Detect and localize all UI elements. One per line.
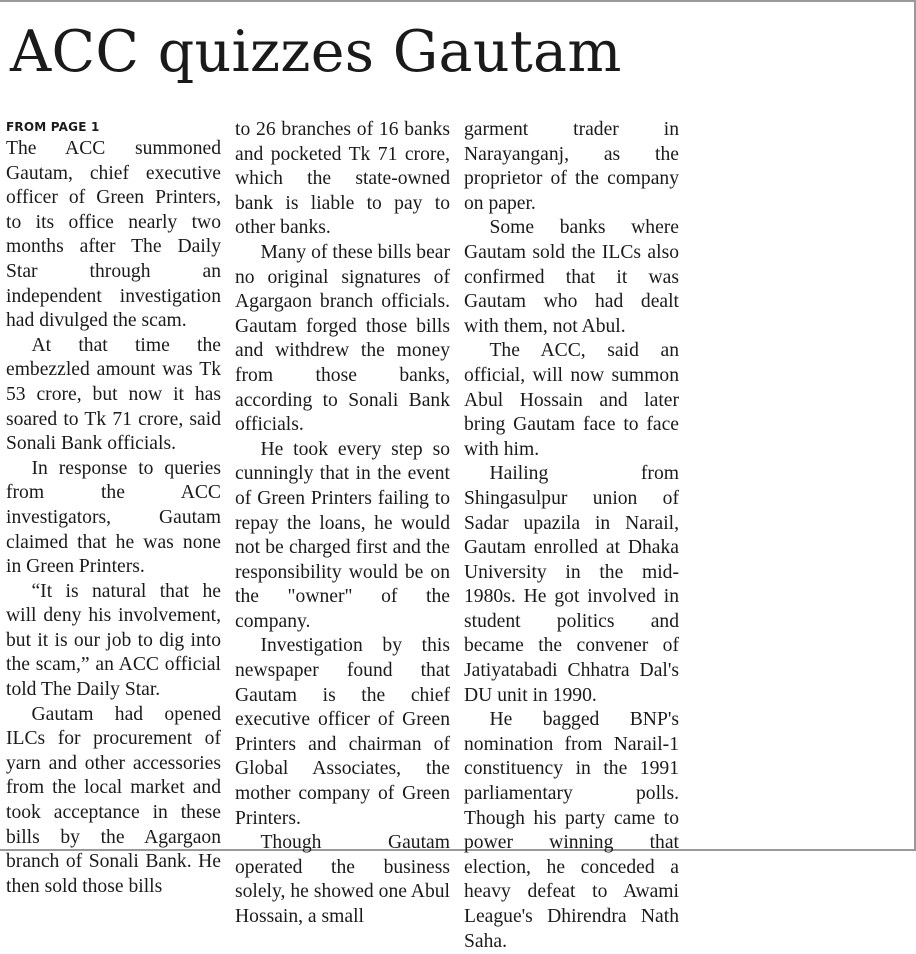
paragraph: The ACC, said an official, will now summon Abul Hossain and later bring Gautam face to face with him.: [464, 340, 679, 460]
column-2: [235, 118, 450, 927]
column-1: [6, 118, 221, 897]
headline: ACC quizzes Gautam: [10, 19, 622, 85]
paragraph: He bagged BNP's nomination from Narail-1 constituency in the 1991 parliamentary polls. Though his party came to power winning that election, he conceded a heavy defeat to Awami League's Dhirendra Nath Saha.: [464, 709, 679, 952]
paragraph: garment trader in Narayanganj, as the proprietor of the company on paper.: [464, 119, 679, 214]
paragraph: The ACC summoned Gautam, chief executive officer of Green Printers, to its office nearly two months after The Daily Star through an independent investigation had divulged the scam.: [6, 138, 221, 332]
paragraph: He took every step so cunningly that in the event of Green Printers failing to repay the loans, he would not be charged first and the responsibility would be on the "owner" of the company.: [235, 438, 450, 632]
paragraph: Though Gautam operated the business solely, he showed one Abul Hossain, a small: [235, 832, 450, 927]
kicker: FROM PAGE 1: [6, 120, 100, 134]
paragraph: Gautam had opened ILCs for procurement of yarn and other accessories from the local market and took acceptance in these bills by the Agargaon branch of Sonali Bank. He then sold those bills: [6, 703, 221, 897]
paragraph: At that time the embezzled amount was Tk 53 crore, but now it has soared to Tk 71 crore, said Sonali Bank officials.: [6, 334, 221, 455]
paragraph: Many of these bills bear no original signatures of Agargaon branch officials. Gautam forged those bills and withdrew the money from those banks, according to Sonali Bank officials.: [235, 241, 450, 436]
paragraph: Some banks where Gautam sold the ILCs also confirmed that it was Gautam who had dealt with them, not Abul.: [464, 217, 679, 337]
paragraph: “It is natural that he will deny his involvement, but it is our job to dig into the scam,” an ACC official told The Daily Star.: [6, 580, 221, 701]
paragraph: to 26 branches of 16 banks and pocketed Tk 71 crore, which the state-owned bank is liable to pay to other banks.: [235, 119, 450, 239]
article-body: [6, 118, 906, 952]
paragraph: Investigation by this newspaper found that Gautam is the chief executive officer of Green Printers and chairman of Global Associates, the mother company of Green Printers.: [235, 635, 450, 829]
paragraph: Hailing from Shingasulpur union of Sadar upazila in Narail, Gautam enrolled at Dhaka University in the mid-1980s. He got involved in student politics and became the convener of Jatiyatabadi Chhatra Dal's DU unit in 1990.: [464, 463, 679, 706]
column-3: [464, 118, 679, 952]
paragraph: In response to queries from the ACC investigators, Gautam claimed that he was none in Green Printers.: [6, 457, 221, 578]
